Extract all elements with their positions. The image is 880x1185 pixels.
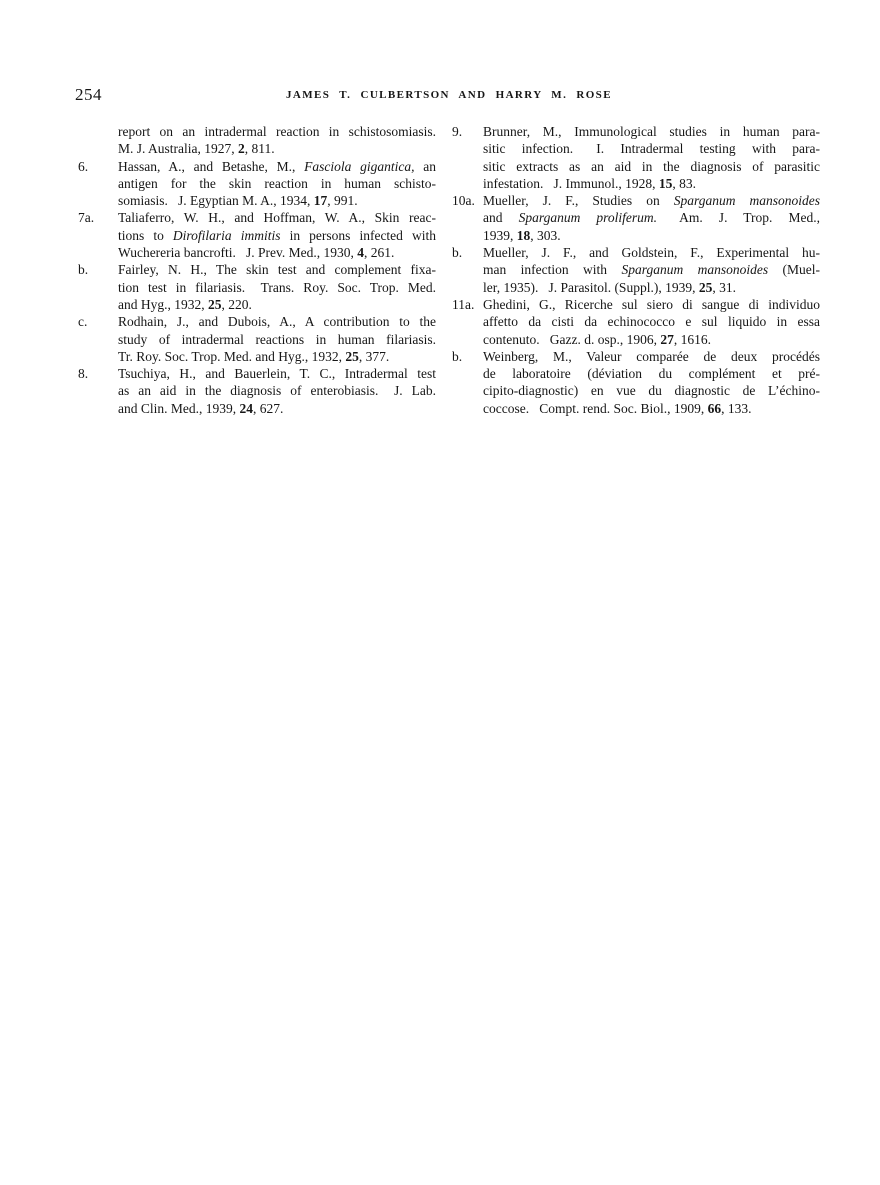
reference-entry <box>452 348 820 417</box>
reference-text: contenuto. Gazz. d. osp., 1906, <box>483 331 661 347</box>
reference-text: Am. J. Trop. Med., <box>657 210 820 226</box>
reference-text: somiasis. J. Egyptian M. A., 1934, <box>118 193 314 209</box>
reference-text: as an aid in the diagnosis of enterobiasis. J. Lab. <box>118 383 436 399</box>
reference-line <box>452 227 820 244</box>
reference-text: , 261. <box>364 245 395 261</box>
volume-number-bold: 25 <box>208 296 222 312</box>
reference-text: Mueller, J. F., and Goldstein, F., Experimental hu- <box>483 245 820 261</box>
volume-number-bold: 25 <box>698 279 713 295</box>
reference-text: , 220. <box>221 296 252 312</box>
reference-number: 10a. <box>452 193 475 209</box>
reference-line <box>78 175 436 192</box>
reference-text: Tsuchiya, H., and Bauerlein, T. C., Intradermal test <box>118 366 436 382</box>
references-right-column <box>452 123 820 417</box>
reference-line <box>452 296 820 313</box>
reference-text: , 303. <box>530 227 561 243</box>
reference-line <box>452 244 820 261</box>
reference-text: tion test in filariasis. Trans. Roy. Soc. Trop. Med. <box>118 279 436 295</box>
reference-entry <box>78 123 436 158</box>
reference-line <box>452 158 820 175</box>
reference-line <box>452 192 820 209</box>
reference-line <box>452 400 820 417</box>
reference-line <box>78 348 436 365</box>
reference-line <box>78 227 436 244</box>
reference-text: Tr. Roy. Soc. Trop. Med. and Hyg., 1932, <box>118 348 346 364</box>
references-left-column <box>78 123 436 417</box>
reference-line <box>78 244 436 261</box>
reference-entry <box>452 123 820 192</box>
reference-line <box>78 400 436 417</box>
reference-text: , 811. <box>244 141 275 157</box>
reference-line <box>78 382 436 399</box>
volume-number-bold: 2 <box>238 141 245 157</box>
species-name-italic: Fasciola gigantica, <box>304 158 415 174</box>
reference-line <box>452 348 820 365</box>
volume-number-bold: 24 <box>239 400 253 416</box>
reference-number: c. <box>78 314 88 330</box>
reference-number: 7a. <box>78 210 95 226</box>
reference-text: antigen for the skin reaction in human schisto- <box>118 175 436 191</box>
reference-entry <box>78 365 436 417</box>
reference-text: Wuchereria bancrofti. J. Prev. Med., 1930, <box>118 245 358 261</box>
reference-text: Rodhain, J., and Dubois, A., A contribution to the <box>118 314 436 330</box>
volume-number-bold: 25 <box>345 348 359 364</box>
reference-number: b. <box>78 262 89 278</box>
reference-entry <box>78 261 436 313</box>
reference-line <box>452 209 820 226</box>
reference-line <box>452 331 820 348</box>
reference-entry <box>452 192 820 244</box>
reference-number: b. <box>452 245 463 261</box>
reference-text: , 83. <box>672 175 696 191</box>
reference-line <box>78 192 436 209</box>
reference-text: in persons infected with <box>280 227 436 243</box>
reference-text: de laboratoire (déviation du complément et pré- <box>483 366 820 382</box>
species-name-italic: Sparganum proliferum. <box>518 210 658 226</box>
reference-line <box>452 313 820 330</box>
reference-line <box>452 261 820 278</box>
page-number: 254 <box>75 85 102 104</box>
volume-number-bold: 4 <box>357 245 365 261</box>
reference-line <box>452 123 820 140</box>
reference-text: 1939, <box>483 227 517 243</box>
reference-entry <box>78 209 436 261</box>
reference-number: 8. <box>78 366 89 382</box>
volume-number-bold: 15 <box>658 175 673 191</box>
reference-line <box>452 175 820 192</box>
reference-line <box>78 365 436 382</box>
volume-number-bold: 18 <box>516 227 531 243</box>
reference-text: affetto da cisti da echinococco e sul liquido in essa <box>483 314 820 330</box>
reference-text: and Clin. Med., 1939, <box>118 400 240 416</box>
reference-line <box>452 279 820 296</box>
reference-number: b. <box>452 348 463 364</box>
species-name-italic: Sparganum mansonoides <box>673 193 820 209</box>
reference-text: coccose. Compt. rend. Soc. Biol., 1909, <box>483 400 708 416</box>
reference-entry <box>452 296 820 348</box>
reference-text: tions to <box>118 227 173 243</box>
volume-number-bold: 17 <box>313 193 328 209</box>
reference-text: sitic infection. I. Intradermal testing with para- <box>483 141 820 157</box>
volume-number-bold: 66 <box>707 400 722 416</box>
reference-line <box>78 123 436 140</box>
reference-text: report on an intradermal reaction in schistosomiasis. <box>118 124 436 139</box>
reference-number: 6. <box>78 158 89 174</box>
reference-text: infestation. J. Immunol., 1928, <box>483 175 659 191</box>
reference-text: study of intradermal reactions in human filariasis. <box>118 331 436 347</box>
reference-text: , 377. <box>358 348 390 364</box>
volume-number-bold: 27 <box>660 331 674 347</box>
reference-text: Brunner, M., Immunological studies in human para- <box>483 124 820 139</box>
reference-text: cipito-diagnostic) en vue du diagnostic de L’échino- <box>483 383 820 399</box>
reference-line <box>452 140 820 157</box>
reference-text: Hassan, A., and Betashe, M., <box>118 158 305 174</box>
reference-text: ler, 1935). J. Parasitol. (Suppl.), 1939, <box>483 279 699 295</box>
reference-text: sitic extracts as an aid in the diagnosis of parasitic <box>483 158 820 174</box>
reference-line <box>78 279 436 296</box>
reference-text: Fairley, N. H., The skin test and complement fixa- <box>118 262 436 278</box>
reference-number: 11a. <box>452 296 475 312</box>
reference-line <box>78 261 436 278</box>
reference-line <box>78 313 436 330</box>
reference-line <box>78 158 436 175</box>
reference-line <box>452 382 820 399</box>
reference-text: , 1616. <box>673 331 711 347</box>
reference-text: (Muel- <box>768 262 820 278</box>
reference-text: , 31. <box>712 279 736 295</box>
reference-entry <box>78 313 436 365</box>
reference-line <box>78 209 436 226</box>
reference-text: , 991. <box>327 193 358 209</box>
reference-line <box>78 296 436 313</box>
species-name-italic: Sparganum mansonoides <box>621 262 769 278</box>
reference-list <box>78 123 820 417</box>
reference-number: 9. <box>452 124 463 139</box>
reference-text: , 627. <box>253 400 284 416</box>
reference-text: M. J. Australia, 1927, <box>118 141 238 157</box>
species-name-italic: Dirofilaria immitis <box>172 227 281 243</box>
reference-entry <box>452 244 820 296</box>
running-header-authors: JAMES T. CULBERTSON AND HARRY M. ROSE <box>286 89 612 101</box>
reference-text: an <box>414 158 436 174</box>
reference-text: , 133. <box>721 400 752 416</box>
reference-line <box>452 365 820 382</box>
reference-text: Ghedini, G., Ricerche sul siero di sangue di individuo <box>483 296 820 312</box>
reference-line <box>78 331 436 348</box>
reference-line <box>78 140 436 157</box>
reference-text: Mueller, J. F., Studies on <box>483 193 674 209</box>
reference-text: and Hyg., 1932, <box>118 296 208 312</box>
reference-text: man infection with <box>483 262 622 278</box>
reference-text: Taliaferro, W. H., and Hoffman, W. A., Skin reac- <box>118 210 436 226</box>
reference-text: and <box>483 210 519 226</box>
reference-entry <box>78 158 436 210</box>
reference-text: Weinberg, M., Valeur comparée de deux procédés <box>483 348 820 364</box>
